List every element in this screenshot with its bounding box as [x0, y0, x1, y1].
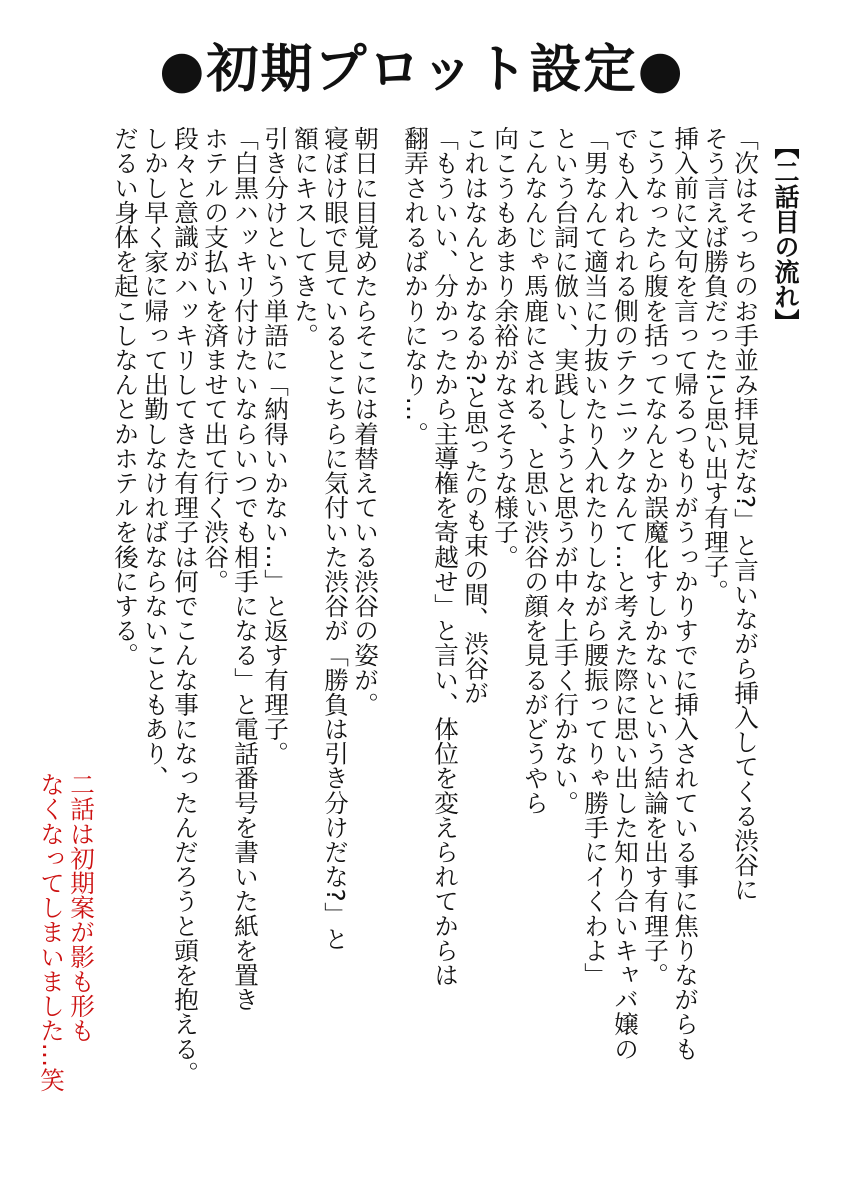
- text-column: しかし早く家に帰って出勤しなければならないこともあり、: [141, 126, 170, 791]
- episode-flow-block-first: [390, 126, 760, 1196]
- text-column: 寝ぼけ眼で見ているとこちらに気付いた渋谷が「勝負は引き分けだな?」と: [321, 126, 350, 951]
- text-column: ホテルの支払いを済ませて出て行く渋谷。: [201, 126, 230, 594]
- text-column: 挿入前に文句を言って帰るつもりがうっかりすでに挿入されている事に焦りながらも: [671, 126, 700, 1061]
- text-column: でも入れられる側のテクニックなんて…と考えた際に思い出した知り合いキャバ嬢の: [611, 126, 640, 1061]
- text-column: こんなんじゃ馬鹿にされる、と思い渋谷の顔を見るがどうやら: [521, 126, 550, 815]
- episode-flow-block-second: [94, 126, 380, 1196]
- author-note-line: 二話は初期案が影も形も: [67, 772, 96, 1043]
- text-column: そう言えば勝負だった!と思い出す有理子。: [701, 126, 730, 604]
- section-heading: 【二話目の流れ】: [771, 134, 800, 334]
- text-column: こうなったら腹を括ってなんとか誤魔化すしかないという結論を出す有理子。: [641, 126, 670, 987]
- text-column: だるい身体を起こしなんとかホテルを後にする。: [111, 126, 140, 668]
- text-column: 「白黒ハッキリ付けたいならいつでも相手になる」と電話番号を書いた紙を置き: [231, 126, 260, 1012]
- text-column: 向こうもあまり余裕がなさそうな様子。: [491, 126, 520, 569]
- text-column: という台詞に倣い、実践しようと思うが中々上手く行かない。: [551, 126, 580, 815]
- text-column: 額にキスしてきた。: [291, 126, 320, 348]
- page-title: ●初期プロット設定●: [159, 40, 685, 100]
- text-column: 翻弄されるばかりになり…。: [401, 126, 430, 446]
- text-column: 「次はそっちのお手並み拝見だな?」と言いながら挿入してくる渋谷に: [731, 126, 760, 902]
- author-note-line: なくなってしまいました…笑: [37, 772, 66, 1092]
- text-column: 段々と意識がハッキリしてきた有理子は何でこんな事になったんだろうと頭を抱える。: [171, 126, 200, 1086]
- text-column: 「もういい、分かったから主導権を寄越せ」と言い、体位を変えられてからは: [431, 126, 460, 987]
- text-column: これはなんとかなるか?と思ったのも束の間、渋谷が: [461, 126, 490, 705]
- text-column: 引き分けという単語に「納得いかない…」と返す有理子。: [261, 126, 290, 766]
- text-column: 「男なんて適当に力抜いたり入れたりしながら腰振ってりゃ勝手にイくわよ」: [581, 126, 610, 987]
- text-column: 朝日に目覚めたらそこには着替えている渋谷の姿が。: [351, 126, 380, 717]
